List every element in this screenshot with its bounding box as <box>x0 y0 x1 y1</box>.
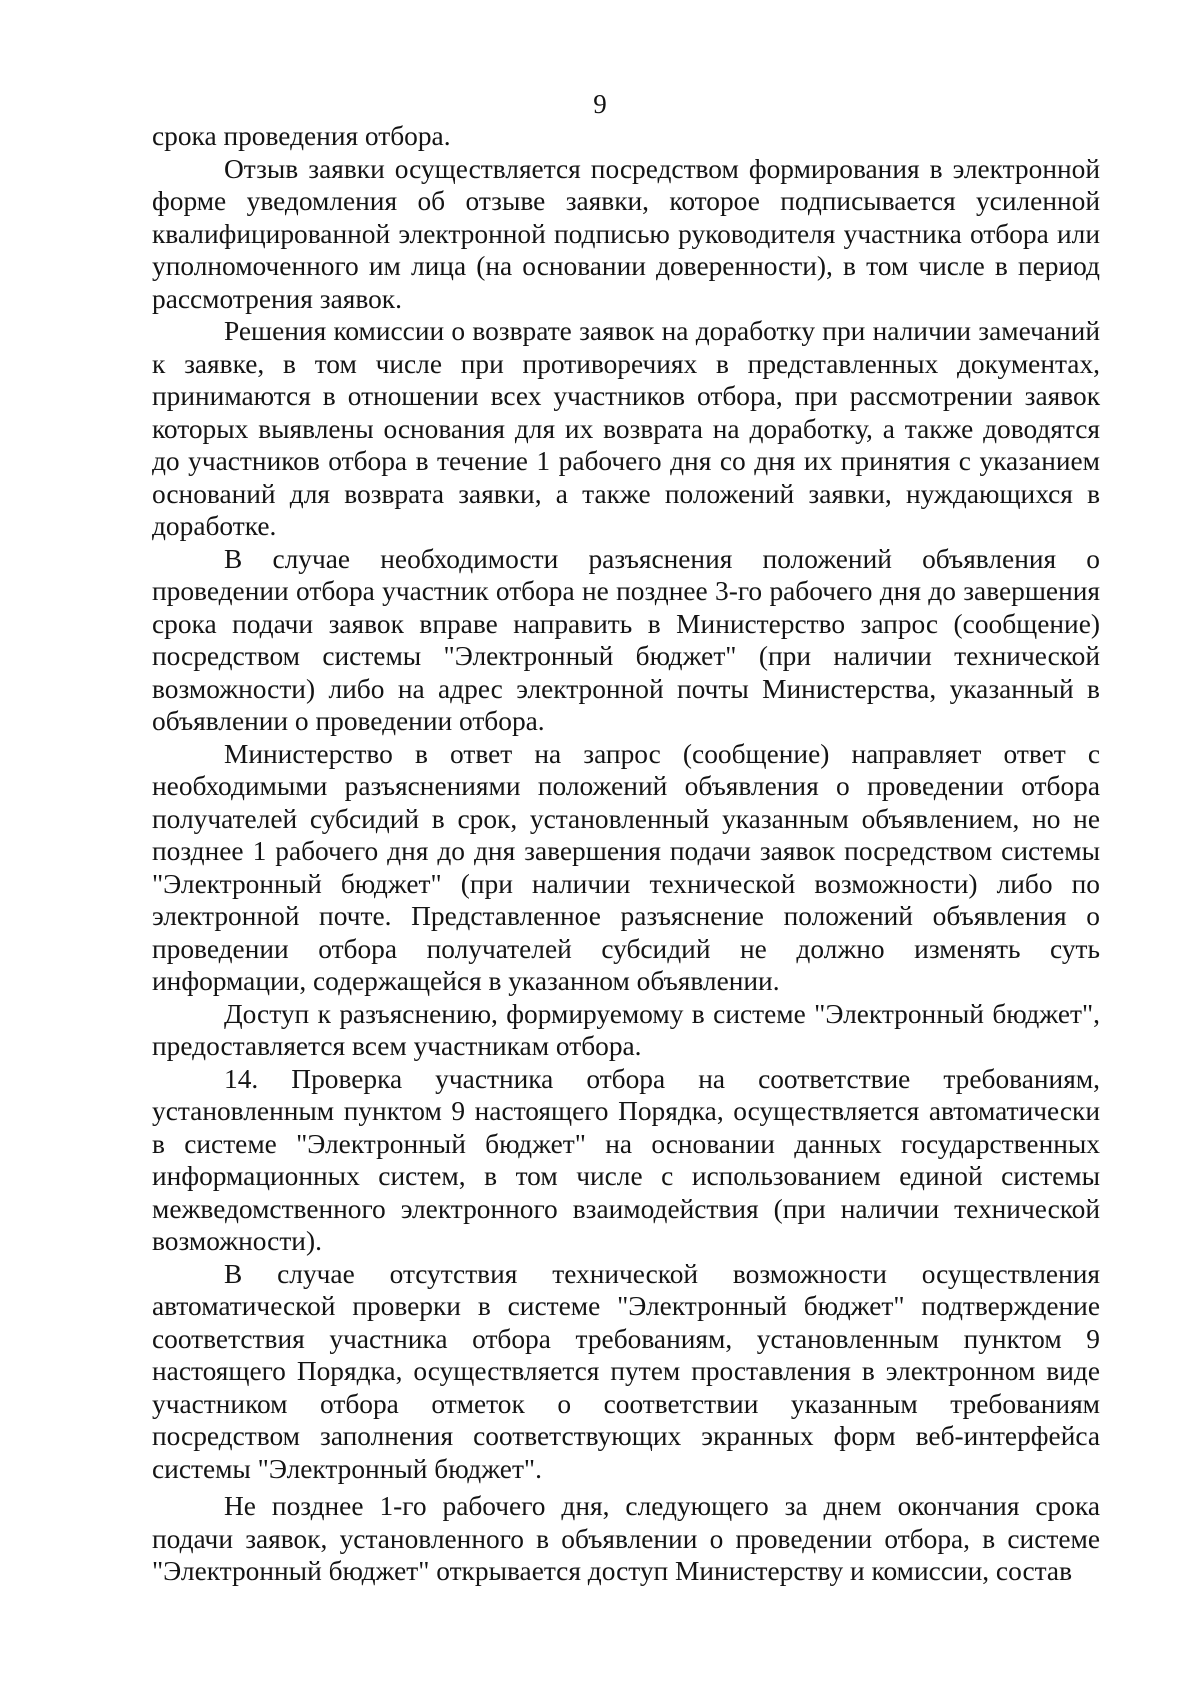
paragraph-ministry-response: Министерство в ответ на запрос (сообщение) направляет ответ с необходимыми разъяснениями положений объявления о проведении отбора получателей субсидий в срок, установленный указанным объявлением, но не позднее 1 рабочего дня до дня завершения подачи заявок посредством системы "Электронный бюджет" (при наличии технической возможности) либо по электронной почте. Представленное разъяснение положений объявления о проведении отбора получателей субсидий не должно изменять суть информации, содержащейся в указанном объявлении. <box>152 738 1100 996</box>
paragraph-item-14: 14. Проверка участника отбора на соответствие требованиям, установленным пунктом 9 настоящего Порядка, осуществляется автоматически в системе "Электронный бюджет" на основании данных государственных информационных систем, в том числе с использованием единой системы межведомственного электронного взаимодействия (при наличии технической возможности). <box>152 1063 1100 1256</box>
paragraph-clarification-request: В случае необходимости разъяснения положений объявления о проведении отбора участник отбора не позднее 3-го рабочего дня до завершения срока подачи заявок вправе направить в Министерство запрос (сообщение) посредством системы "Электронный бюджет" (при наличии технической возможности) либо на адрес электронной почты Министерства, указанный в объявлении о проведении отбора. <box>152 543 1100 736</box>
page-number: 9 <box>593 89 607 119</box>
paragraph-access-opening: Не позднее 1-го рабочего дня, следующего за днем окончания срока подачи заявок, установленного в объявлении о проведении отбора, в системе "Электронный бюджет" открывается доступ Министерству и комиссии, состав <box>152 1491 1100 1586</box>
paragraph-continuation: срока проведения отбора. <box>152 121 451 151</box>
paragraph-clarification-access: Доступ к разъяснению, формируемому в системе "Электронный бюджет", предоставляется всем участникам отбора. <box>152 998 1100 1061</box>
paragraph-commission-decisions: Решения комиссии о возврате заявок на доработку при наличии замечаний к заявке, в том числе при противоречиях в представленных документах, принимаются в отношении всех участников отбора, при рассмотрении заявок которых выявлены основания для их возврата на доработку, а также доводятся до участников отбора в течение 1 рабочего дня со дня их принятия с указанием оснований для возврата заявки, а также положений заявки, нуждающихся в доработке. <box>152 316 1100 541</box>
paragraph-application-withdrawal: Отзыв заявки осуществляется посредством формирования в электронной форме уведомления об отзыве заявки, которое подписывается усиленной квалифицированной электронной подписью руководителя участника отбора или уполномоченного им лица (на основании доверенности), в том числе в период рассмотрения заявок. <box>152 153 1100 314</box>
document-body <box>152 120 1100 1588</box>
paragraph-manual-check: В случае отсутствия технической возможности осуществления автоматической проверки в системе "Электронный бюджет" подтверждение соответствия участника отбора требованиям, установленным пунктом 9 настоящего Порядка, осуществляется путем проставления в электронном виде участником отбора отметок о соответствии указанным требованиям посредством заполнения соответствующих экранных форм веб-интерфейса системы "Электронный бюджет". <box>152 1258 1100 1484</box>
